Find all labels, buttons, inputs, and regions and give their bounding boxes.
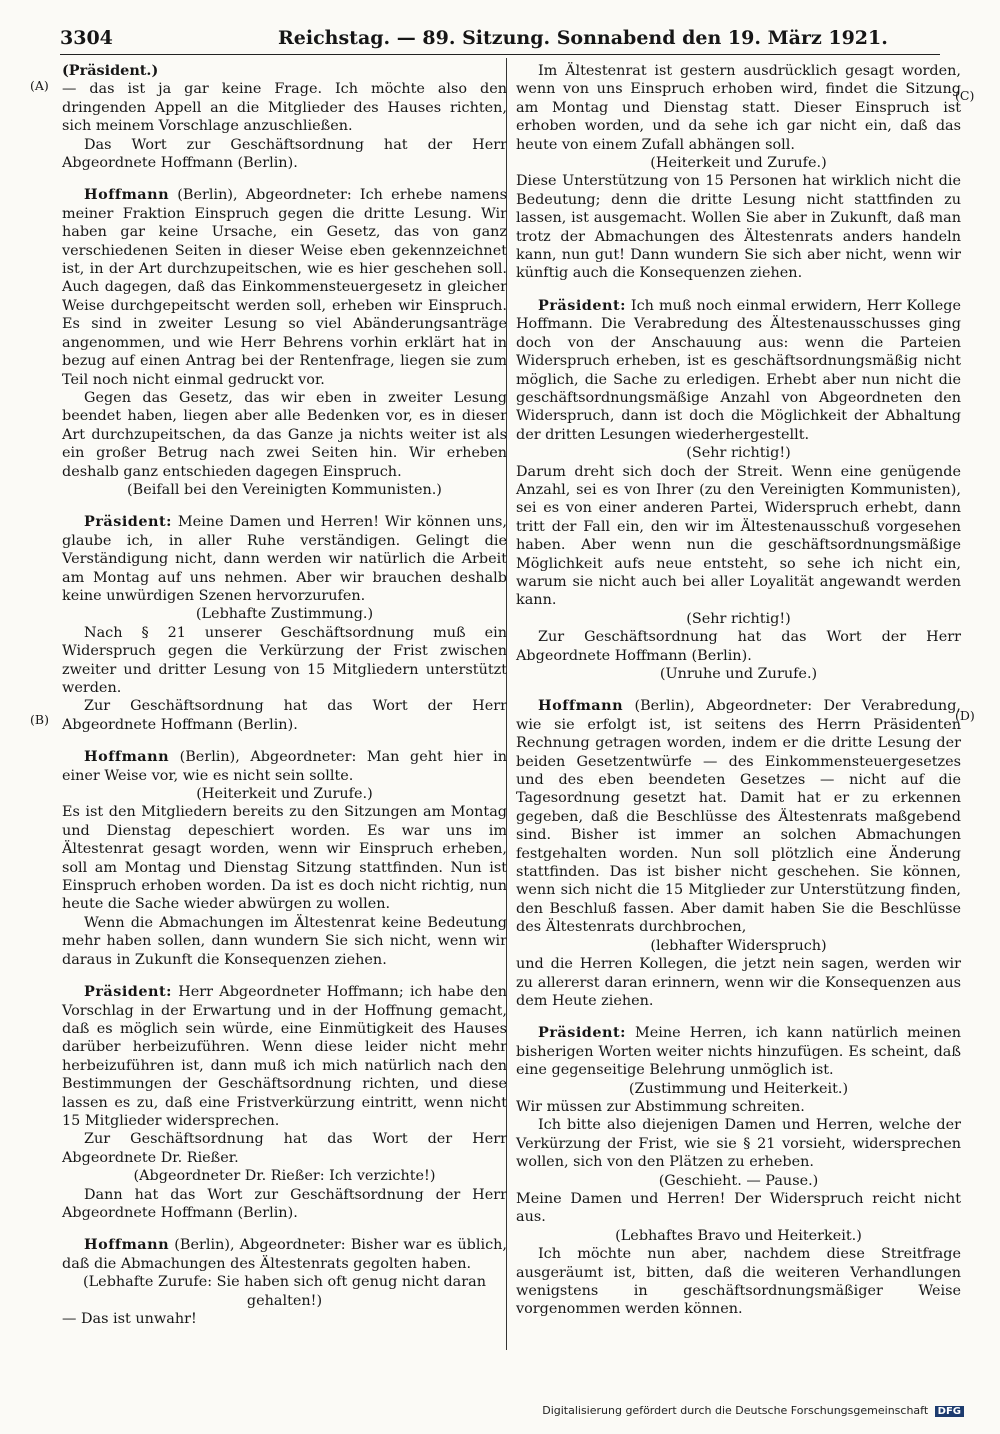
paragraph: Dann hat das Wort zur Geschäftsordnung der Herr Abgeordnete Hoffmann (Berlin). bbox=[62, 1186, 507, 1221]
speech-text: Ich muß noch einmal erwidern, Herr Kollege Hoffmann. Die Verabredung des Ältestenausschusses ging doch von der Anschauung aus: wenn die Parteien Widerspruch erheben, ist es geschäftsordnungsmäßig nicht möglich, die Sache zu erledigen. Erhebt aber nun nicht die geschäftsordnungsmäßige Anzahl von Abgeordneten den Widerspruch, dann ist doch die Möglichkeit der Abhaltung der dritten Lesungen wiederhergestellt. bbox=[516, 297, 961, 443]
speaker-name: Hoffmann bbox=[84, 1236, 170, 1254]
paragraph: Diese Unterstützung von 15 Personen hat wirklich nicht die Bedeutung; denn die dritte Lesung nicht stattfinden zu lassen, ist ausgemacht. Wollen Sie aber in Zukunft, daß man trotz der Abmachungen des Ältestenrats anders handeln kann, nun gut! Dann wundern Sie sich aber nicht, wenn wir künftig auch die Konsequenzen ziehen. bbox=[516, 173, 961, 282]
interjection: (Beifall bei den Vereinigten Kommunisten.) bbox=[127, 481, 442, 498]
paragraph: und die Herren Kollegen, die jetzt nein sagen, werden wir zu allererst daran erinnern, wenn wir die Konsequenzen aus dem Heute ziehen. bbox=[516, 956, 961, 1009]
interjection: (Geschieht. — Pause.) bbox=[658, 1172, 819, 1189]
running-head: Reichstag. — 89. Sitzung. Sonnabend den 19. März 1921. bbox=[278, 27, 888, 49]
paragraph: Wir müssen zur Abstimmung schreiten. bbox=[516, 1098, 805, 1115]
paragraph: Zur Geschäftsordnung hat das Wort der Herr Abgeordnete Hoffmann (Berlin). bbox=[516, 629, 961, 664]
margin-marker-d: (D) bbox=[955, 708, 975, 723]
paragraph: Wenn die Abmachungen im Ältestenrat keine Bedeutung mehr haben sollen, dann wundern Sie sich nicht, wenn wir daraus in Zukunft die Konsequenzen ziehen. bbox=[62, 914, 507, 968]
speech-text: (Berlin), Abgeordneter: Bisher war es üblich, daß die Abmachungen des Ältestenrats gegolten haben. bbox=[62, 1237, 507, 1272]
interjection: (Sehr richtig!) bbox=[686, 445, 791, 462]
speech bbox=[62, 1236, 507, 1273]
paragraph: — das ist ja gar keine Frage. Ich möchte also den dringenden Appell an die Mitglieder des Hauses richten, sich meinem Vorschlage anzuschließen. bbox=[62, 81, 507, 135]
speech-text: (Berlin), Abgeordneter: Der Verabredung, wie sie erfolgt ist, ist seitens des Herrn Präsidenten Rechnung getragen worden, indem er die dritte Lesung der beiden Gesetzentwürfe — des Einkommensteuergesetzes und des eben beendeten Gesetzes — nicht auf die Tagesordnung gesetzt hat. Damit hat er zu erkennen gegeben, daß die Beschlüsse des Ältestenrats maßgebend sind. Bisher ist immer an solchen Abmachungen festgehalten worden. Nun soll plötzlich eine Änderung stattfinden. Das ist bisher nicht geschehen. Sie können, wenn sich nicht die 15 Mitglieder zur Unterstützung finden, den Beschluß fassen. Aber damit haben Sie die Beschlüsse des Ältestenrats durchbrochen, bbox=[516, 698, 961, 936]
speech-text: Meine Damen und Herren! Wir können uns, glaube ich, in aller Ruhe verständigen. Gelingt die Verständigung nicht, dann werden wir natürlich die Arbeit am Montag auf uns nehmen. Aber wir brauchen deshalb keine unwürdigen Szenen hervorzurufen. bbox=[62, 514, 507, 604]
page-number: 3304 bbox=[60, 27, 113, 49]
interjection: (lebhafter Widerspruch) bbox=[650, 937, 827, 954]
interjection: (Sehr richtig!) bbox=[686, 610, 791, 627]
speech-text: Herr Abgeordneter Hoffmann; ich habe den Vorschlag in der Erwartung und in der Hoffnung gemacht, daß es möglich sein würde, eine Einmütigkeit des Hauses darüber herbeizuführen. Wenn diese leider nicht mehr herbeizuführen ist, dann muß ich mich natürlich nach den Bestimmungen der Geschäftsordnung richten, und diese lassen es zu, daß eine Fristverkürzung eintritt, wenn nicht 15 Mitglieder widersprechen. bbox=[62, 984, 507, 1129]
speech-text: (Berlin), Abgeordneter: Man geht hier in einer Weise vor, wie es nicht sein sollte. bbox=[62, 749, 507, 784]
speech bbox=[62, 186, 507, 388]
interjection: (Lebhafte Zustimmung.) bbox=[195, 606, 374, 623]
interjection: (Lebhafte Zurufe: Sie haben sich oft genug nicht daran gehalten!) bbox=[83, 1274, 486, 1309]
speaker-name: Präsident: bbox=[84, 983, 172, 1001]
speaker-name: Hoffmann bbox=[538, 697, 624, 715]
speaker-continuation-tag: (Präsident.) bbox=[62, 62, 159, 79]
margin-marker-c: (C) bbox=[955, 88, 975, 103]
interjection: (Lebhaftes Bravo und Heiterkeit.) bbox=[615, 1227, 862, 1244]
digitization-credit bbox=[542, 1404, 964, 1417]
speaker-name: Präsident: bbox=[538, 1024, 626, 1042]
interjection: (Zustimmung und Heiterkeit.) bbox=[628, 1080, 849, 1097]
interjection: (Heiterkeit und Zurufe.) bbox=[196, 786, 373, 803]
interjection: (Unruhe und Zurufe.) bbox=[659, 666, 818, 682]
right-column bbox=[516, 62, 961, 1319]
paragraph: Ich möchte nun aber, nachdem diese Streitfrage ausgeräumt ist, bitten, daß die weiteren Verhandlungen wenigstens in geschäftsordnungsmäßiger Weise vorgenommen werden können. bbox=[516, 1246, 961, 1318]
speech bbox=[516, 697, 961, 936]
left-column bbox=[62, 62, 507, 1328]
paragraph: Das Wort zur Geschäftsordnung hat der Herr Abgeordnete Hoffmann (Berlin). bbox=[62, 136, 507, 172]
speech bbox=[62, 748, 507, 785]
paragraph: Meine Damen und Herren! Der Widerspruch reicht nicht aus. bbox=[516, 1190, 961, 1226]
speech bbox=[516, 1024, 961, 1079]
interjection: (Abgeordneter Dr. Rießer: Ich verzichte!) bbox=[133, 1168, 436, 1185]
paragraph: Im Ältestenrat ist gestern ausdrücklich gesagt worden, wenn von uns Einspruch erhoben wird, findet die Sitzung am Montag und Dienstag statt. Dieser Einspruch ist erhoben worden, und da sehe ich gar nicht ein, daß das heute von einem Zufall abhängen soll. bbox=[516, 63, 961, 153]
speaker-name: Präsident: bbox=[84, 513, 172, 531]
paragraph: Ich bitte also diejenigen Damen und Herren, welche der Verkürzung der Frist, wie sie § 21 vorsieht, widersprechen wollen, sich von den Plätzen zu erheben. bbox=[516, 1117, 961, 1171]
credit-text: Digitalisierung gefördert durch die Deutsche Forschungsgemeinschaft bbox=[542, 1404, 929, 1417]
page-header bbox=[60, 24, 940, 55]
speaker-name: Hoffmann bbox=[84, 748, 170, 766]
paragraph: Zur Geschäftsordnung hat das Wort der Herr Abgeordnete Hoffmann (Berlin). bbox=[62, 698, 507, 733]
margin-marker-b: (B) bbox=[30, 712, 49, 727]
paragraph: Zur Geschäftsordnung hat das Wort der Herr Abgeordnete Dr. Rießer. bbox=[62, 1131, 507, 1166]
margin-marker-a: (A) bbox=[30, 78, 49, 93]
speaker-name: Hoffmann bbox=[84, 186, 170, 204]
speech bbox=[62, 513, 507, 605]
speech bbox=[62, 983, 507, 1130]
speech-text: Meine Herren, ich kann natürlich meinen bisherigen Worten weiter nichts hinzufügen. Es scheint, daß eine gegenseitige Belehrung unmöglich ist. bbox=[516, 1025, 961, 1079]
speaker-name: Präsident: bbox=[538, 296, 626, 314]
paragraph: Gegen das Gesetz, das wir eben in zweiter Lesung beendet haben, liegen aber alle Bedenken vor, es in dieser Art durchzupeitschen, da das Ganze ja nichts weiter ist als ein großer Betrug nach zwei Seiten hin. Wir erheben deshalb ganz entschieden dagegen Einspruch. bbox=[62, 389, 507, 480]
paragraph: Darum dreht sich doch der Streit. Wenn eine genügende Anzahl, sei es von Ihrer (zu den Vereinigten Kommunisten), sei es von einer anderen Partei, Widerspruch erhebt, dann tritt der Fall ein, den wir im Ältestenausschuß vorgesehen haben. Aber wenn nun die geschäftsordnungsmäßige Möglichkeit aufs neue entsteht, so sehe ich nicht ein, warum sie nicht auch bei aller Loyalität angewandt werden kann. bbox=[516, 463, 961, 609]
interjection: (Heiterkeit und Zurufe.) bbox=[650, 155, 827, 172]
speech-text: (Berlin), Abgeordneter: Ich erhebe namens meiner Fraktion Einspruch gegen die dritte Lesung. Wir haben gar keine Ursache, ein Gesetz, das von ganz verschiedenen Seiten in dieser Weise eben gekennzeichnet ist, in der Art durchzupeitschen, wie es hier geschehen soll. Auch dagegen, daß das Einkommensteuergesetz in gleicher Weise durchgepeitscht werden soll, erheben wir Einspruch. Es sind in zweiter Lesung so viel Abänderungsanträge angenommen, und wie Herr Behrens vorhin erklärt hat in bezug auf einen Antrag bei der Rentenfrage, liegen sie zum Teil noch nicht einmal gedruckt vor. bbox=[62, 187, 507, 388]
paragraph: Es ist den Mitgliedern bereits zu den Sitzungen am Montag und Dienstag depeschiert worden. Es war uns im Ältestenrat gesagt worden, wenn wir Einspruch erheben, soll am Montag und Dienstag Sitzung stattfinden. Nun ist Einspruch erhoben worden. Da ist es doch nicht richtig, nun heute die Sache wieder abwürgen zu wollen. bbox=[62, 804, 507, 913]
paragraph: — Das ist unwahr! bbox=[62, 1311, 197, 1327]
speech bbox=[516, 297, 961, 444]
paragraph: Nach § 21 unserer Geschäftsordnung muß ein Widerspruch gegen die Verkürzung der Frist zwischen zweiter und dritter Lesung von 15 Mitgliedern unterstützt werden. bbox=[62, 624, 507, 696]
dfg-logo: DFG bbox=[935, 1406, 964, 1417]
